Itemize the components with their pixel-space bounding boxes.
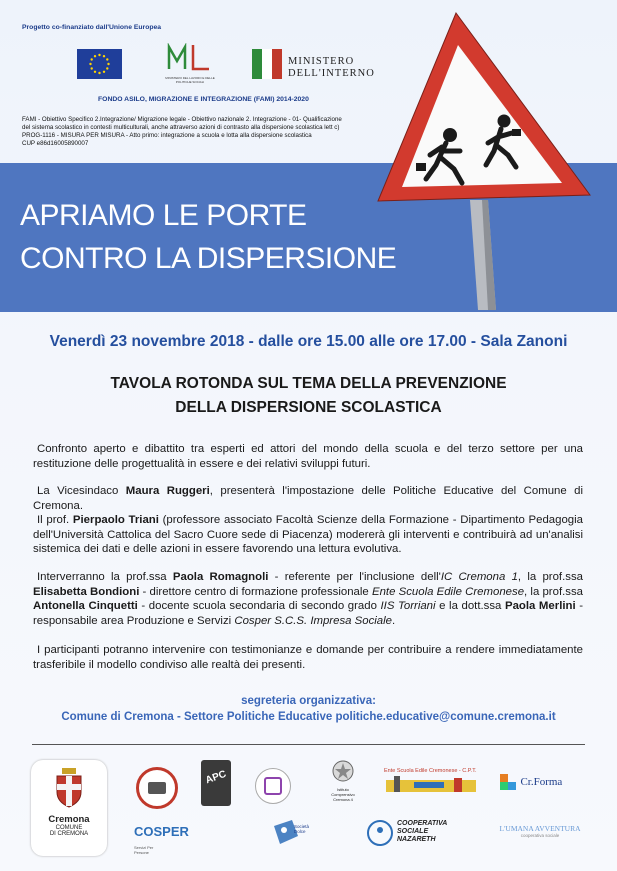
text: , presenterà l'impostazione delle Politiche Educative del Comune di Cremona.: [33, 485, 584, 512]
text: - referente per l'inclusione dell': [268, 571, 441, 583]
text: I participanti potranno intervenire con testimonianze e domande per contribuire a rendere immediatamente trasferibile il modello condiviso alle realtà dei presenti.: [33, 644, 583, 671]
paragraph-moderator: [33, 513, 583, 557]
text: Il prof.: [37, 514, 73, 526]
nazareth-mark-icon: [367, 818, 393, 848]
paragraph-vicesindaco: [33, 484, 583, 513]
paragraph-participants: [33, 643, 583, 672]
org-name: Cosper S.C.S. Impresa Sociale: [234, 614, 392, 627]
coop-line-3: NAZARETH: [397, 836, 436, 843]
ml-caption: MINISTERO DEL LAVORO E DELLE POLITICHE SOCIALI: [165, 76, 215, 84]
speaker-name: Antonella Cinquetti: [33, 600, 138, 613]
footer-divider: [32, 744, 585, 745]
cremona-sub-1: COMUNE: [55, 825, 83, 831]
speaker-name: Pierpaolo Triani: [72, 514, 159, 526]
dolce-label: Società Dolce: [294, 824, 310, 834]
ministry-name-1: MINISTERO: [288, 56, 355, 67]
text: .: [392, 614, 396, 627]
speaker-name: Paola Merlini: [504, 600, 576, 613]
fund-title: FONDO ASILO, MIGRAZIONE E INTEGRAZIONE (FAMI) 2014-2020: [98, 96, 309, 103]
secretariat-contact[interactable]: Comune di Cremona - Settore Politiche Educative politiche.educative@comune.cremona.it: [61, 711, 556, 723]
coop-line-1: COOPERATIVA: [397, 820, 448, 827]
org-name: IIS Torriani: [380, 600, 436, 613]
youth-project-logo: [255, 768, 291, 804]
societa-dolce-logo: [270, 818, 314, 848]
cremona-logo-box: [31, 760, 107, 856]
text: , la prof.ssa: [517, 571, 583, 583]
nazareth-coop-logo: [367, 818, 457, 852]
istituto-label: Istituto Comprensivo Cremona 4: [331, 787, 355, 802]
title-line-1: APRIAMO LE PORTE: [20, 199, 307, 232]
cremona-crest-icon: [54, 768, 84, 808]
cosper-label: COSPER: [134, 824, 189, 839]
text: - responsabile area Produzione e Servizi: [33, 600, 584, 627]
speaker-name: Elisabetta Bondioni: [33, 585, 140, 598]
crforma-logo: [500, 773, 582, 793]
italian-flag-logo: [252, 49, 282, 79]
text: (professore associato Facoltà Scienze della Formazione - Dipartimento Pedagogia dell'Università Cattolica del Sacro Cuore sede di Piacenza) modererà gli interventi e contribuirà ad un'analisi sistemica dei dati e delle azioni in essere favorendo una lettura evolutiva.: [33, 514, 583, 556]
text: , la prof.ssa: [524, 585, 583, 598]
ml-ministry-logo: [163, 43, 217, 83]
speaker-name: Paola Romagnoli: [172, 571, 269, 583]
org-name: Ente Scuola Edile Cremonese: [371, 585, 525, 598]
detail-line: PROG-1116 - MISURA PER MISURA - Atto primo: integrazione a scuola e lotta alla dispersione scolastica: [22, 132, 312, 139]
apc-label: APC: [204, 768, 228, 787]
paragraph-speakers: [33, 570, 583, 628]
org-name: IC Cremona 1: [440, 571, 518, 583]
subtitle-line-1: TAVOLA ROTONDA SUL TEMA DELLA PREVENZIONE: [110, 375, 507, 392]
paragraph-intro: [33, 442, 583, 471]
title-line-2: CONTRO LA DISPERSIONE: [20, 242, 397, 275]
detail-line: CUP e86d16005890007: [22, 140, 89, 147]
cremona-name: Cremona: [48, 814, 90, 825]
crforma-label: Cr.Forma: [520, 775, 563, 788]
cosper-sub: Servizi Per Persone: [134, 845, 154, 855]
umana-avventura-logo: [495, 824, 585, 838]
text: - direttore centro di formazione professionale: [139, 585, 372, 598]
subtitle-line-2: DELLA DISPERSIONE SCOLASTICA: [175, 399, 442, 416]
umana-sub: cooperativa sociale: [520, 833, 560, 838]
cofunded-label: Progetto co-finanziato dall'Unione Europea: [22, 24, 162, 31]
school-association-logo: [136, 767, 178, 809]
text: La Vicesindaco: [37, 485, 126, 497]
italian-emblem-icon: [332, 760, 354, 782]
umana-label: L'UMANA AVVENTURA: [499, 824, 581, 833]
ente-scuola-edile-logo: [384, 768, 480, 800]
eu-flag-logo: [77, 49, 122, 79]
detail-line: FAMI - Obiettivo Specifico 2.Integrazione/ Migrazione legale - Obiettivo nazionale 2. Integrazione - 01- Qualificazione: [22, 116, 342, 123]
istituto-logo: [326, 760, 360, 802]
event-date: Venerdì 23 novembre 2018 - dalle ore 15.00 alle ore 17.00 - Sala Zanoni: [49, 333, 568, 350]
cosper-logo: [134, 823, 204, 855]
school-crossing-sign-icon: [370, 5, 600, 310]
cremona-sub-2: DI CREMONA: [49, 831, 89, 837]
project-details: [22, 116, 392, 148]
intro-text: Confronto aperto e dibattito tra esperti ed attori del mondo della scuola e del terzo settore per una restituzione delle progettualità in essere e dei relativi sviluppi futuri.: [33, 443, 583, 470]
ente-label: Ente Scuola Edile Cremonese - C.P.T.: [384, 768, 477, 774]
text: - docente scuola secondaria di secondo grado: [137, 600, 381, 613]
coop-line-2: SOCIALE: [397, 828, 429, 835]
text: e la dott.ssa: [435, 600, 505, 613]
ministry-name-2: DELL'INTERNO: [288, 68, 375, 79]
detail-line: del sistema scolastico in contesti multiculturali, anche attraverso azioni di contrasto alla dispersione scolastica lett c): [22, 124, 340, 131]
secretariat-label: segreteria organizzativa:: [241, 695, 376, 707]
crforma-mark-icon: [500, 774, 516, 790]
apc-logo: [201, 760, 231, 806]
text: Interverranno la prof.ssa: [37, 571, 173, 583]
speaker-name: Maura Ruggeri: [125, 485, 210, 497]
